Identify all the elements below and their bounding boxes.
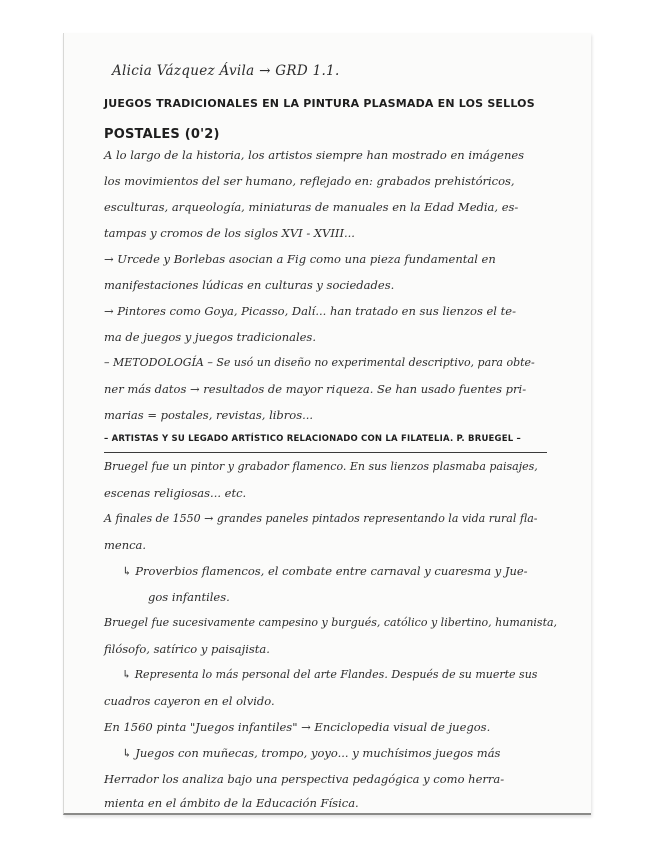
text-line: Bruegel fue sucesivamente campesino y burgués, católico y libertino, humanista, [104,616,558,629]
text-line: mienta en el ámbito de la Educación Física. [104,796,359,810]
methodology-line: – METODOLOGÍA – Se usó un diseño no experimental descriptivo, para obte- [104,356,535,369]
text-line: tampas y cromos de los siglos XVI - XVIII... [104,226,355,240]
text-line: → Urcede y Borlebas asocian a Fig como una pieza fundamental en [104,252,496,266]
text-line: cuadros cayeron en el olvido. [104,694,275,708]
paper-sheet [63,33,591,815]
text-line: Bruegel fue un pintor y grabador flamenco. En sus lienzos plasmaba paisajes, [104,460,538,473]
section-heading-artists: – ARTISTAS Y SU LEGADO ARTÍSTICO RELACIONADO CON LA FILATELIA. P. BRUEGEL – [104,434,521,444]
text-line: marias = postales, revistas, libros... [104,408,314,422]
title-line-1: JUEGOS TRADICIONALES EN LA PINTURA PLASMADA EN LOS SELLOS [104,97,535,110]
text-line: menca. [104,538,147,552]
text-line: Herrador los analiza bajo una perspectiva pedagógica y como herra- [104,772,505,786]
text-line: A lo largo de la historia, los artistos siempre han mostrado en imágenes [104,148,525,162]
author-line: Alicia Vázquez Ávila → GRD 1.1. [112,63,340,79]
text-line: → Pintores como Goya, Picasso, Dalí... han tratado en sus lienzos el te- [104,304,516,318]
text-line: gos infantiles. [148,590,230,604]
text-line: ↳ Representa lo más personal del arte Flandes. Después de su muerte sus [122,668,538,681]
text-line: A finales de 1550 → grandes paneles pintados representando la vida rural fla- [104,512,538,525]
section-underline [104,452,547,453]
text-line: los movimientos del ser humano, reflejado en: grabados prehistóricos, [104,174,515,188]
text-line: En 1560 pinta "Juegos infantiles" → Enciclopedia visual de juegos. [104,720,491,734]
text-line: manifestaciones lúdicas en culturas y sociedades. [104,278,395,292]
text-line: ↳ Proverbios flamencos, el combate entre carnaval y cuaresma y Jue- [122,564,528,578]
text-line: ↳ Juegos con muñecas, trompo, yoyo... y muchísimos juegos más [122,746,501,760]
text-line: esculturas, arqueología, miniaturas de manuales en la Edad Media, es- [104,200,519,214]
text-line: filósofo, satírico y paisajista. [104,642,270,656]
text-line: ner más datos → resultados de mayor riqueza. Se han usado fuentes pri- [104,382,527,396]
text-line: ma de juegos y juegos tradicionales. [104,330,316,344]
title-line-2: POSTALES (0'2) [104,127,220,142]
text-line: escenas religiosas... etc. [104,486,247,500]
